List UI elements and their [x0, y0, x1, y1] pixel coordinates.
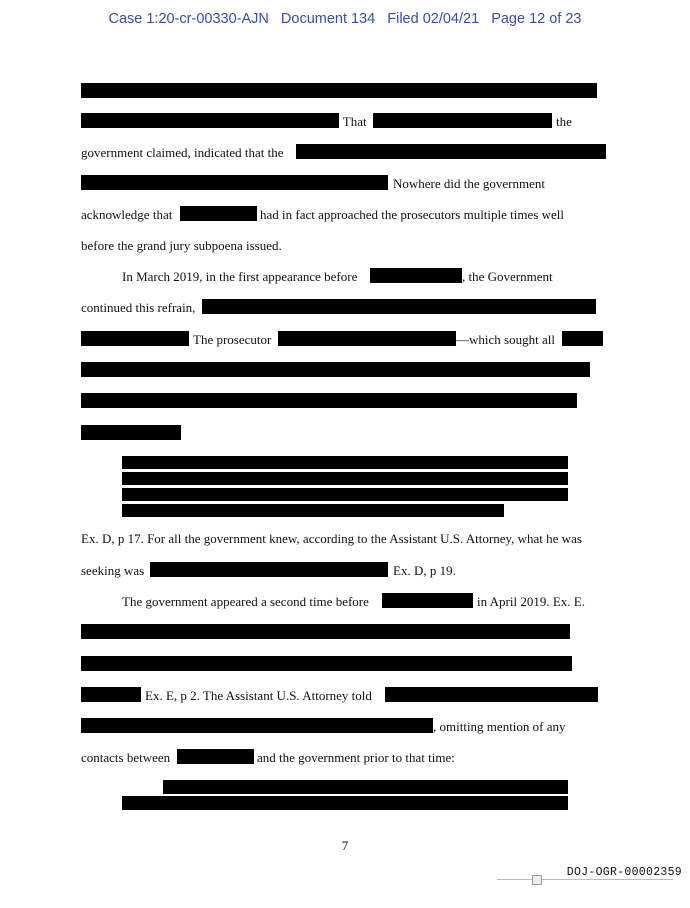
redaction	[81, 175, 388, 190]
body-text: continued this refrain,	[81, 300, 196, 315]
body-text: the	[556, 114, 572, 129]
redaction	[81, 362, 590, 377]
redaction	[177, 749, 254, 764]
redaction	[180, 206, 257, 221]
redaction	[122, 504, 504, 517]
page-number: 7	[341, 838, 349, 853]
redaction	[202, 299, 596, 314]
viewer-slider-track	[497, 879, 673, 880]
body-text: , omitting mention of any	[433, 719, 566, 734]
redaction	[382, 593, 473, 608]
body-text: Ex. D, p 19.	[393, 563, 456, 578]
redaction	[81, 113, 339, 128]
redaction	[81, 718, 433, 733]
page-of: Page 12 of 23	[491, 11, 582, 27]
body-text: had in fact approached the prosecutors multiple times well	[260, 207, 564, 222]
body-text: In March 2019, in the first appearance before	[122, 269, 358, 284]
body-text: in April 2019. Ex. E.	[477, 594, 585, 609]
body-text: before the grand jury subpoena issued.	[81, 238, 282, 253]
redaction	[81, 624, 570, 639]
bates-number: DOJ-OGR-00002359	[566, 866, 682, 879]
redaction	[122, 472, 568, 485]
viewer-slider-handle	[532, 875, 542, 885]
body-text: acknowledge that	[81, 207, 173, 222]
redaction	[81, 425, 181, 440]
redaction	[122, 456, 568, 469]
body-text: Nowhere did the government	[393, 176, 545, 191]
body-text: and the government prior to that time:	[257, 750, 455, 765]
redaction	[122, 796, 568, 810]
body-text: —which sought all	[456, 332, 555, 347]
redaction	[81, 393, 577, 408]
body-text: Ex. D, p 17. For all the government knew, according to the Assistant U.S. Attorney, what he was	[81, 531, 582, 546]
redaction	[370, 268, 462, 283]
body-text: , the Government	[462, 269, 553, 284]
redaction	[385, 687, 598, 702]
body-text: ” That	[334, 114, 367, 129]
redaction	[296, 144, 606, 159]
redaction	[81, 687, 141, 702]
body-text: Ex. E, p 2. The Assistant U.S. Attorney told	[145, 688, 372, 703]
filed-date: Filed 02/04/21	[387, 11, 480, 27]
document-number: Document 134	[280, 11, 376, 27]
body-text: The government appeared a second time before	[122, 594, 369, 609]
redaction	[81, 83, 597, 98]
body-text: The prosecutor	[193, 332, 272, 347]
redaction	[163, 780, 568, 794]
redaction	[150, 562, 388, 577]
redaction	[373, 113, 552, 128]
page-header	[0, 11, 690, 27]
body-text: seeking was	[81, 563, 145, 578]
redaction	[81, 331, 189, 346]
case-number: Case 1:20-cr-00330-AJN	[108, 11, 269, 27]
body-text: government claimed, indicated that the	[81, 145, 284, 160]
redaction	[122, 488, 568, 501]
body-text: contacts between	[81, 750, 171, 765]
redaction	[81, 656, 572, 671]
redaction	[562, 331, 603, 346]
redaction	[278, 331, 456, 346]
